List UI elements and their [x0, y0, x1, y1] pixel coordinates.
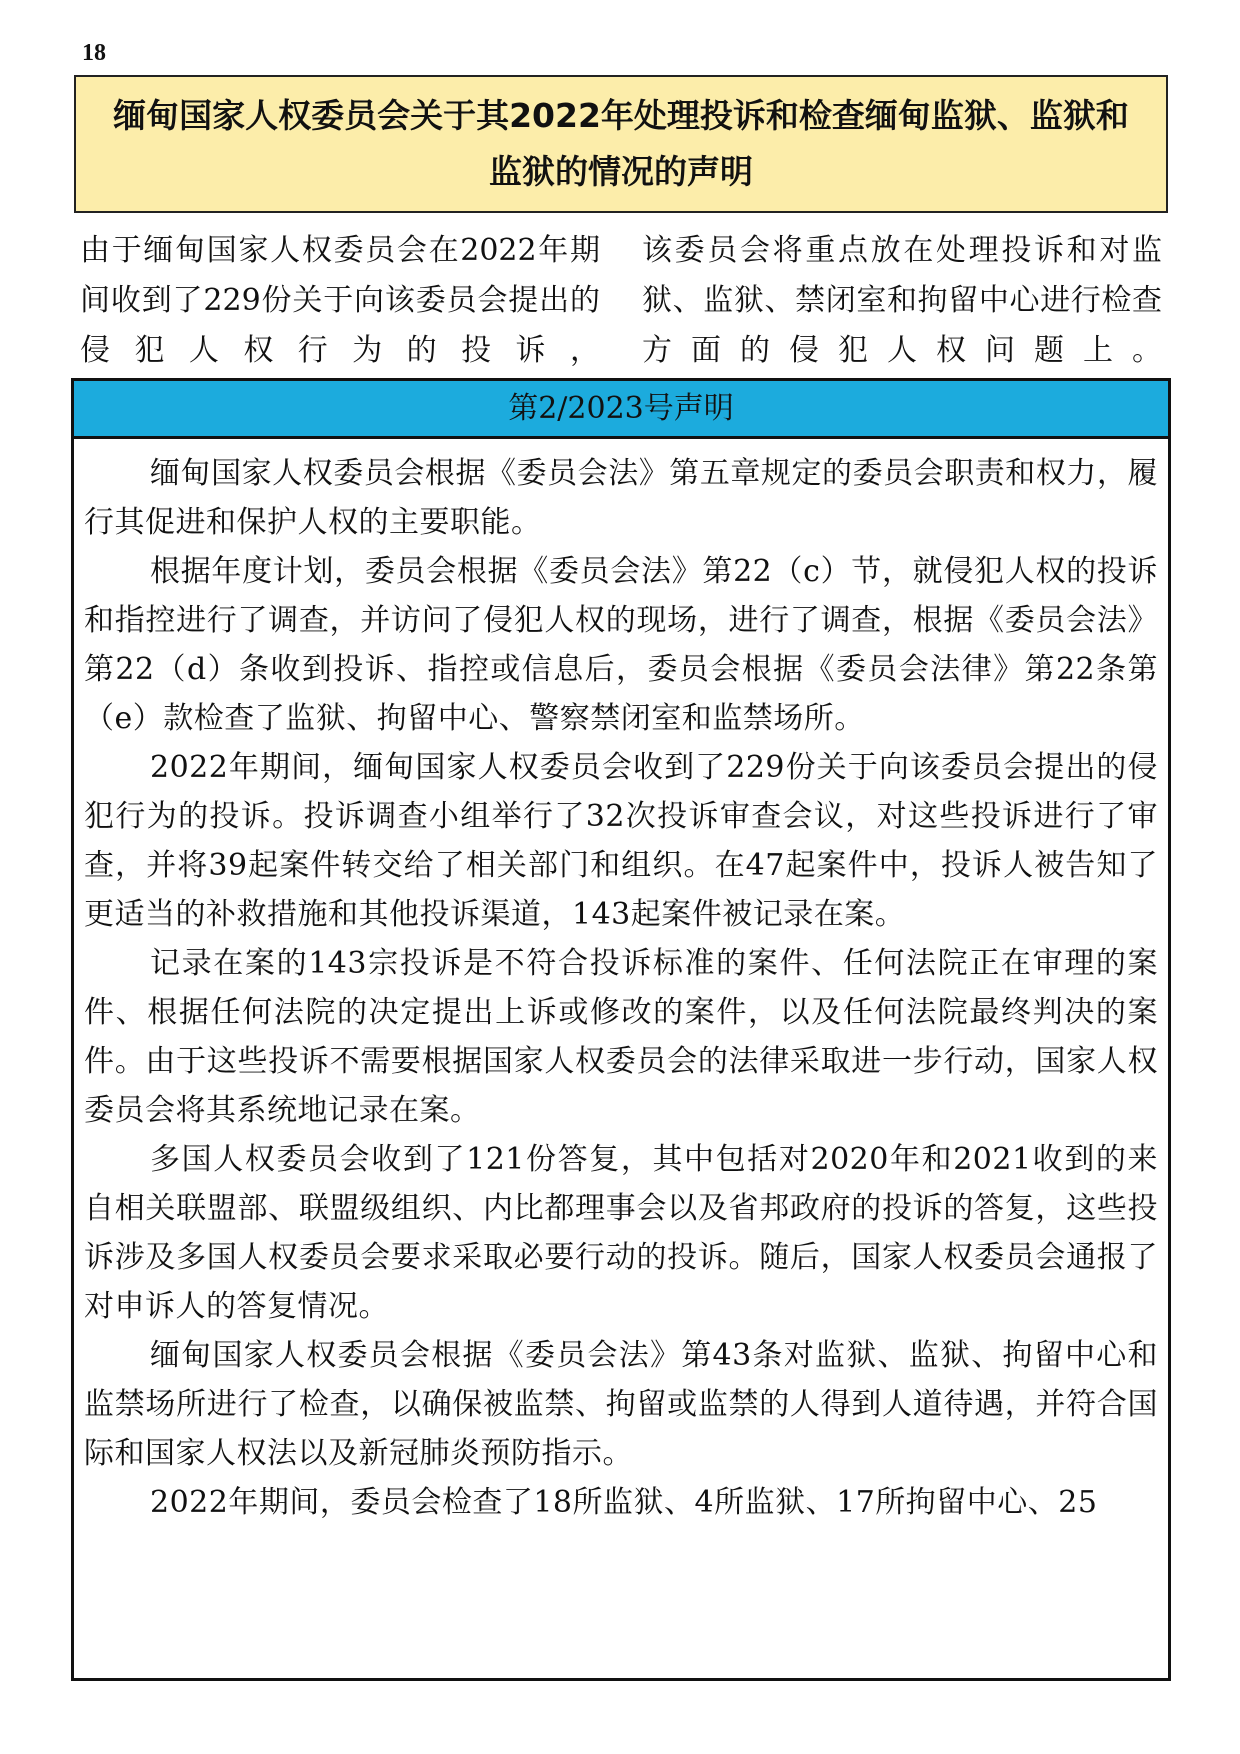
- statement-paragraph: 缅甸国家人权委员会根据《委员会法》第43条对监狱、监狱、拘留中心和监禁场所进行了检查，以确保被监禁、拘留或监禁的人得到人道待遇，并符合国际和国家人权法以及新冠肺炎预防指示。: [84, 1338, 1158, 1471]
- statement-paragraph: 缅甸国家人权委员会根据《委员会法》第五章规定的委员会职责和权力，履行其促进和保护人权的主要职能。: [84, 456, 1158, 540]
- title-box: [74, 75, 1168, 213]
- document-title: 缅甸国家人权委员会关于其2022年处理投诉和检查缅甸监狱、监狱和监狱的情况的声明: [113, 96, 1129, 191]
- intro-left-column: 由于缅甸国家人权委员会在2022年期间收到了229份关于向该委员会提出的侵犯人权行为的投诉，: [80, 233, 600, 368]
- statement-box: [71, 378, 1171, 1681]
- statement-body: [84, 449, 1158, 1527]
- statement-paragraph: 2022年期间，缅甸国家人权委员会收到了229份关于向该委员会提出的侵犯行为的投诉。投诉调查小组举行了32次投诉审查会议，对这些投诉进行了审查，并将39起案件转交给了相关部门和组织。在47起案件中，投诉人被告知了更适当的补救措施和其他投诉渠道，143起案件被记录在案。: [84, 750, 1158, 932]
- page-number: 18: [82, 40, 106, 66]
- statement-header: 第2/2023号声明: [74, 381, 1168, 439]
- statement-paragraph: 记录在案的143宗投诉是不符合投诉标准的案件、任何法院正在审理的案件、根据任何法院的决定提出上诉或修改的案件，以及任何法院最终判决的案件。由于这些投诉不需要根据国家人权委员会的法律采取进一步行动，国家人权委员会将其系统地记录在案。: [84, 946, 1158, 1128]
- intro-section: [80, 226, 1162, 374]
- statement-paragraph: 多国人权委员会收到了121份答复，其中包括对2020年和2021收到的来自相关联盟部、联盟级组织、内比都理事会以及省邦政府的投诉的答复，这些投诉涉及多国人权委员会要求采取必要行动的投诉。随后，国家人权委员会通报了对申诉人的答复情况。: [84, 1142, 1158, 1324]
- intro-right-column: 该委员会将重点放在处理投诉和对监狱、监狱、禁闭室和拘留中心进行检查方面的侵犯人权问题上。: [642, 233, 1162, 368]
- statement-paragraph: 2022年期间，委员会检查了18所监狱、4所监狱、17所拘留中心、25: [150, 1485, 1098, 1520]
- statement-paragraph: 根据年度计划，委员会根据《委员会法》第22（c）节，就侵犯人权的投诉和指控进行了调查，并访问了侵犯人权的现场，进行了调查，根据《委员会法》第22（d）条收到投诉、指控或信息后，委员会根据《委员会法律》第22条第（e）款检查了监狱、拘留中心、警察禁闭室和监禁场所。: [84, 554, 1158, 736]
